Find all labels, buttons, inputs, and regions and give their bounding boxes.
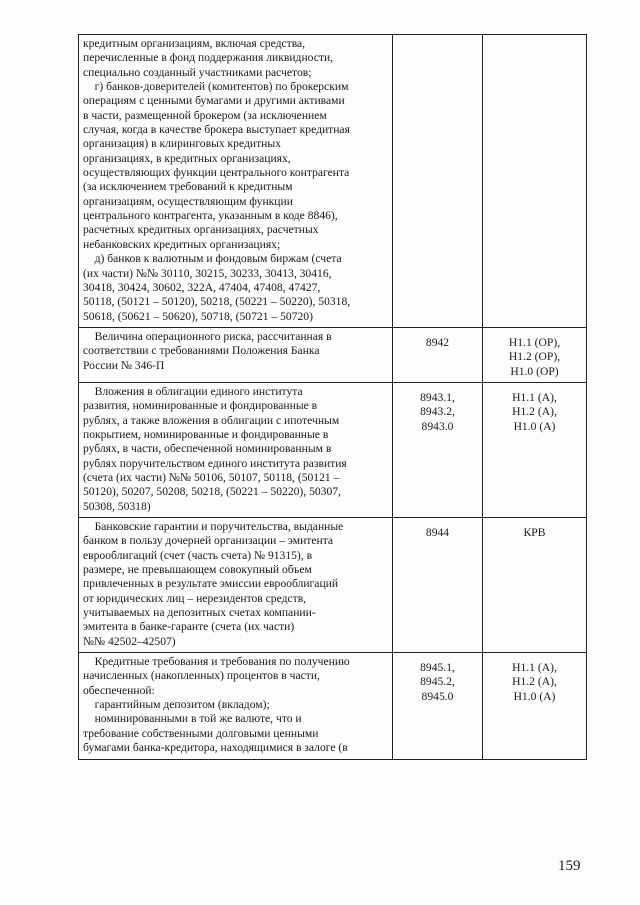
description-cell <box>79 35 393 328</box>
table-row-row-continuation <box>79 35 587 328</box>
standard-line: Н1.0 (ОР) <box>510 364 559 378</box>
description-line: начисленных (накопленных) процентов в части, <box>83 669 320 683</box>
standard-line: Н1.0 (А) <box>513 419 556 433</box>
description-line: 50308, 50318) <box>83 499 151 513</box>
table-row-row-8945 <box>79 653 587 759</box>
description-line: банком в пользу дочерней организации – эмитента <box>83 534 334 548</box>
description-line: Кредитные требования и требования по получению <box>83 655 350 669</box>
description-line: организациях, в кредитных организациях, <box>83 151 291 165</box>
description-line: от юридических лиц – нерезидентов средств, <box>83 591 307 605</box>
description-line: рублях, а также вложения в облигации с ипотечным <box>83 413 340 427</box>
code-cell <box>393 35 483 328</box>
description-line: д) банков к валютным и фондовым биржам (счета <box>83 252 342 266</box>
description-line: учитываемых на депозитных счетах компании- <box>83 606 316 620</box>
description-cell <box>79 518 393 653</box>
description-line: 50118, (50121 – 50120), 50218, (50221 – 50220), 50318, <box>83 295 351 309</box>
description-line: рублях поручительством единого института развития <box>83 456 347 470</box>
table-row-row-8942 <box>79 327 587 382</box>
code-line: 8945.1, <box>420 661 455 675</box>
standard-line: Н1.2 (А), <box>512 405 557 419</box>
standard-line: Н1.1 (А), <box>512 661 557 675</box>
description-line: обеспеченной: <box>83 683 155 697</box>
description-line: покрытием, номинированные и фондированные в <box>83 427 329 441</box>
table-body <box>79 35 587 760</box>
description-line: расчетных кредитных организациях, расчетных <box>83 223 319 237</box>
description-line: гарантийным депозитом (вкладом); <box>83 698 270 712</box>
standard-cell <box>483 518 587 653</box>
table-row-row-8943 <box>79 382 587 517</box>
description-line: Величина операционного риска, рассчитанная в <box>83 329 332 343</box>
description-line: кредитным организациям, включая средства, <box>83 37 306 50</box>
code-line: 8943.1, <box>420 390 455 404</box>
description-line: развития, номинированные и фондированные в <box>83 399 318 413</box>
standard-cell <box>483 327 587 382</box>
description-line: эмитента в банке-гаранте (счета (их части) <box>83 620 295 634</box>
description-line: организация) в клиринговых кредитных <box>83 137 281 151</box>
table-row-row-8944 <box>79 518 587 653</box>
description-line: в части, размещенной брокером (за исключением <box>83 108 327 122</box>
description-line: осуществляющих функции центрального контрагента <box>83 166 350 180</box>
description-cell <box>79 327 393 382</box>
page-number: 159 <box>558 858 581 874</box>
description-line: операциям с ценными бумагами и другими активами <box>83 94 345 108</box>
description-line: Вложения в облигации единого института <box>83 384 303 398</box>
code-line: 8945.2, <box>420 675 455 689</box>
standard-line: Н1.2 (А), <box>512 675 557 689</box>
description-line: (их части) №№ 30110, 30215, 30233, 30413, 30416, <box>83 266 332 280</box>
description-line: №№ 42502–42507) <box>83 634 176 648</box>
code-cell <box>393 653 483 759</box>
description-line: небанковских кредитных организациях; <box>83 237 281 251</box>
standard-cell <box>483 382 587 517</box>
description-line: привлеченных в результате эмиссии еврооблигаций <box>83 577 339 591</box>
standard-line: Н1.1 (ОР), <box>508 335 561 349</box>
description-line: 50618, (50621 – 50620), 50718, (50721 – 50720) <box>83 309 313 323</box>
code-line: 8942 <box>425 335 450 349</box>
description-line: 30418, 30424, 30602, 322А, 47404, 47408, 47427, <box>83 280 321 294</box>
code-line: 8944 <box>425 526 450 539</box>
description-line: размере, не превышающем совокупный объем <box>83 563 312 577</box>
description-line: перечисленные в фонд поддержания ликвидности, <box>83 51 334 65</box>
description-line: специально созданный участниками расчетов; <box>83 65 312 79</box>
code-line: 8945.0 <box>421 689 454 703</box>
description-line: г) банков-доверителей (комитентов) по брокерским <box>83 80 349 94</box>
description-line: 50120), 50207, 50208, 50218, (50221 – 50220), 50307, <box>83 485 341 499</box>
code-cell <box>393 382 483 517</box>
description-line: номинированными в той же валюте, что и <box>83 712 302 726</box>
description-line: (счета (их части) №№ 50106, 50107, 50118, (50121 – <box>83 470 340 484</box>
standard-line: Н1.0 (А) <box>513 689 556 703</box>
standard-line: КРВ <box>523 526 546 539</box>
standard-cell <box>483 35 587 328</box>
standard-line: Н1.1 (А), <box>512 390 557 404</box>
description-line: России № 346-П <box>83 358 165 372</box>
description-line: рублях, в части, обеспеченной номинированным в <box>83 442 332 456</box>
code-cell <box>393 518 483 653</box>
description-line: (за исключением требований к кредитным <box>83 180 293 194</box>
description-line: бумагами банка-кредитора, находящимися в залоге (в <box>83 741 348 755</box>
code-line: 8943.2, <box>420 405 455 419</box>
standard-line: Н1.2 (ОР), <box>508 350 561 364</box>
code-line: 8943.0 <box>421 419 454 433</box>
code-cell <box>393 327 483 382</box>
description-line: центрального контрагента, указанным в коде 8846), <box>83 209 338 223</box>
description-line: случая, когда в качестве брокера выступает кредитная <box>83 123 350 137</box>
description-line: требование собственными долговыми ценными <box>83 726 319 740</box>
description-line: организациям, осуществляющим функции <box>83 194 293 208</box>
description-cell <box>79 382 393 517</box>
description-line: соответствии с требованиями Положения Банка <box>83 344 320 358</box>
standard-cell <box>483 653 587 759</box>
description-line: еврооблигаций (счет (часть счета) № 91315), в <box>83 548 313 562</box>
regulation-table <box>78 34 587 760</box>
description-cell <box>79 653 393 759</box>
description-line: Банковские гарантии и поручительства, выданные <box>83 520 344 533</box>
